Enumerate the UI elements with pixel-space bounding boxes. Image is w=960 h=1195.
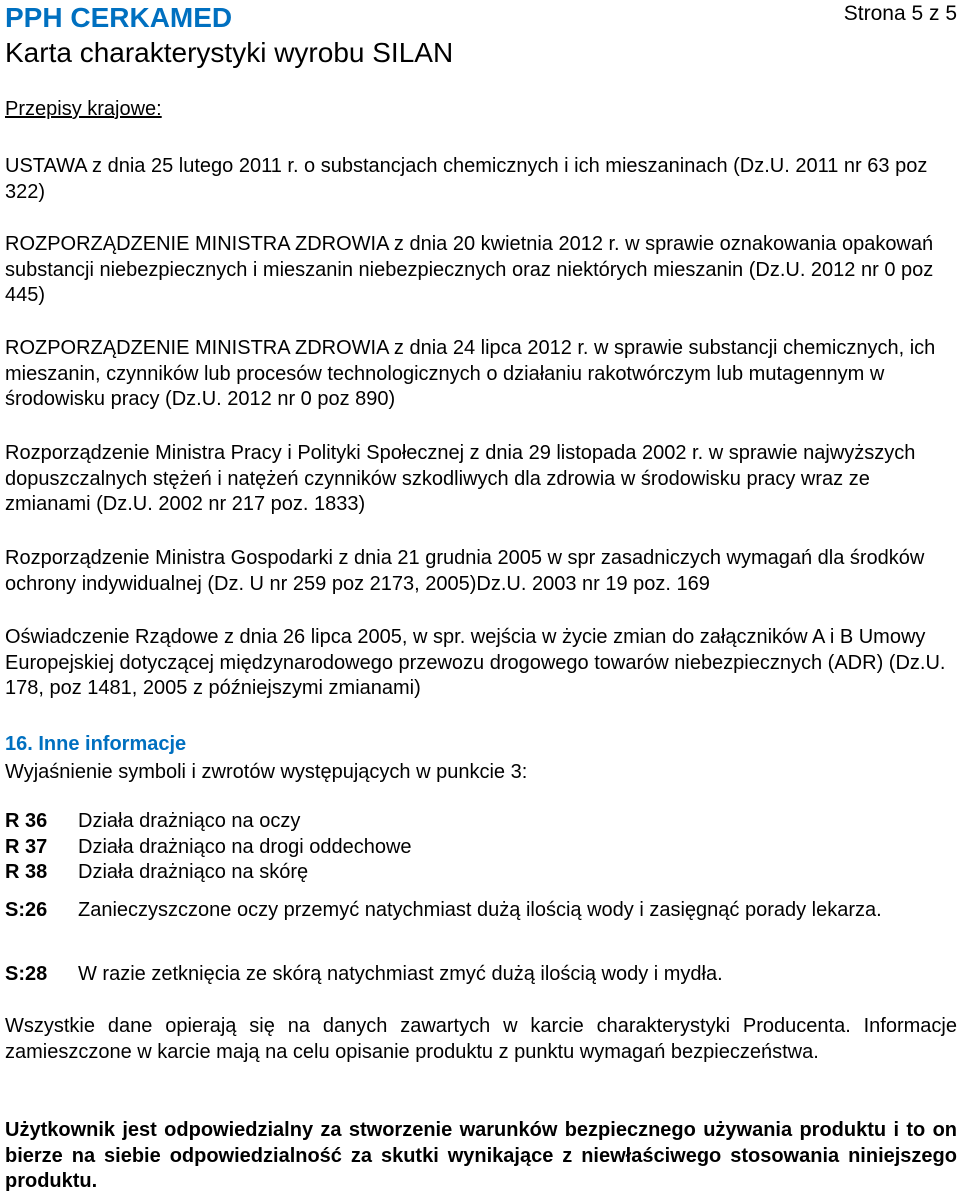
page-header bbox=[5, 0, 957, 82]
regulation-item: Rozporządzenie Ministra Pracy i Polityki Społecznej z dnia 29 listopada 2002 r. w sprawie najwyższych dopuszczalnych stężeń i natężeń czynników szkodliwych dla zdrowia w środowisku pracy wraz ze zmianami (Dz.U. 2002 nr 217 poz. 1833) bbox=[5, 442, 916, 515]
symbol-code: S:28 bbox=[5, 963, 48, 985]
symbols-intro: Wyjaśnienie symboli i zwrotów występujących w punkcie 3: bbox=[5, 761, 528, 783]
regulation-item: Rozporządzenie Ministra Gospodarki z dnia 21 grudnia 2005 w spr zasadniczych wymagań dla środków ochrony indywidualnej (Dz. U nr 259 poz 2173, 2005)Dz.U. 2003 nr 19 poz. 169 bbox=[5, 547, 925, 595]
symbol-description: Działa drażniąco na oczy bbox=[78, 810, 301, 832]
symbol-code: S:26 bbox=[5, 899, 48, 921]
symbol-description: Działa drażniąco na skórę bbox=[78, 861, 309, 883]
section-16-heading: 16. Inne informacje bbox=[5, 733, 187, 755]
responsibility-statement: Użytkownik jest odpowiedzialny za stworzenie warunków bezpiecznego używania produktu i to on bierze na siebie odpowiedzialność za skutki wynikające z niewłaściwego stosowania niniejszego produktu. bbox=[5, 1119, 957, 1192]
symbol-code: R 38 bbox=[5, 861, 48, 883]
regulations-heading: Przepisy krajowe: bbox=[5, 98, 162, 120]
page-number: Strona 5 z 5 bbox=[843, 2, 957, 25]
regulation-item: Oświadczenie Rządowe z dnia 26 lipca 2005, w spr. wejścia w życie zmian do załączników A i B Umowy Europejskiej dotyczącej międzynarodowego przewozu drogowego towarów niebezpiecznych (ADR) (Dz.U. 178, poz 1481, 2005 z późniejszymi zmianami) bbox=[5, 626, 946, 699]
regulation-item: ROZPORZĄDZENIE MINISTRA ZDROWIA z dnia 24 lipca 2012 r. w sprawie substancji chemicznych, ich mieszanin, czynników lub procesów technologicznych o działaniu rakotwórczym lub mutagennym w środowisku pracy (Dz.U. 2012 nr 0 poz 890) bbox=[5, 337, 936, 410]
company-name: PPH CERKAMED bbox=[5, 2, 233, 33]
symbol-description: Działa drażniąco na drogi oddechowe bbox=[78, 836, 412, 858]
document-page bbox=[5, 0, 957, 1192]
document-title: Karta charakterystyki wyrobu SILAN bbox=[5, 37, 454, 68]
data-source-note: Wszystkie dane opierają się na danych zawartych w karcie charakterystyki Producenta. Informacje zamieszczone w karcie mają na celu opisanie produktu z punktu wymagań bezpieczeństwa. bbox=[5, 1015, 957, 1063]
regulation-item: ROZPORZĄDZENIE MINISTRA ZDROWIA z dnia 20 kwietnia 2012 r. w sprawie oznakowania opakowań substancji niebezpiecznych i mieszanin niebezpiecznych oraz niektórych mieszanin (Dz.U. 2012 nr 0 poz 445) bbox=[5, 233, 934, 306]
symbol-description: Zanieczyszczone oczy przemyć natychmiast dużą ilością wody i zasięgnąć porady lekarza. bbox=[78, 899, 882, 921]
symbol-code: R 36 bbox=[5, 810, 48, 832]
symbol-description: W razie zetknięcia ze skórą natychmiast zmyć dużą ilością wody i mydła. bbox=[78, 963, 723, 985]
regulation-item: USTAWA z dnia 25 lutego 2011 r. o substancjach chemicznych i ich mieszaninach (Dz.U. 2011 nr 63 poz 322) bbox=[5, 155, 928, 203]
symbol-code: R 37 bbox=[5, 836, 48, 858]
